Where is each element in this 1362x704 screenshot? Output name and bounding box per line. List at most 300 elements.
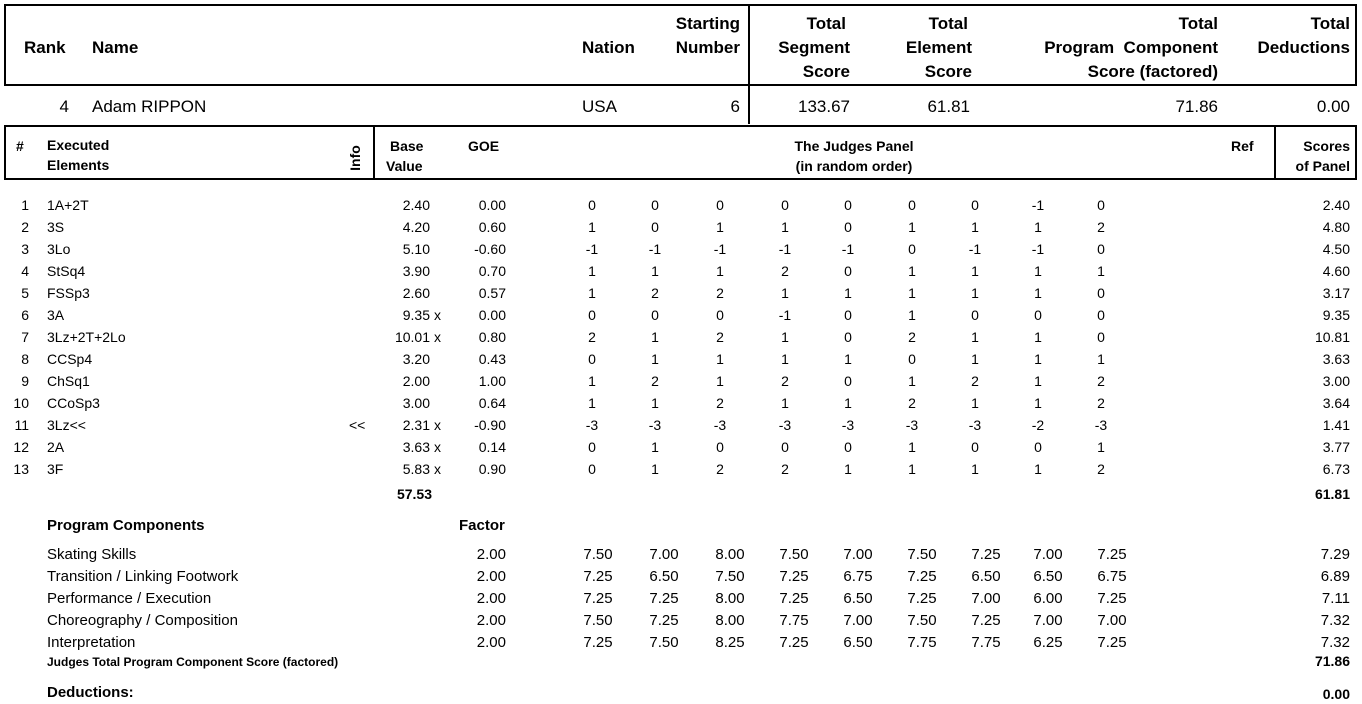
component-judge-score: 7.25 bbox=[779, 568, 809, 585]
component-judge-score: 7.25 bbox=[1097, 546, 1127, 563]
component-judge-score: 7.25 bbox=[779, 634, 809, 651]
component-factor: 2.00 bbox=[476, 634, 506, 651]
element-panel-score: 3.17 bbox=[1322, 285, 1350, 301]
component-judge-score: 7.50 bbox=[907, 546, 937, 563]
element-name: ChSq1 bbox=[47, 373, 90, 389]
header-executed-1: Executed bbox=[47, 137, 110, 153]
element-judge-score: 0 bbox=[908, 351, 916, 367]
component-judge-score: 7.25 bbox=[907, 590, 937, 607]
element-base-value: 4.20 bbox=[402, 219, 430, 235]
element-judge-score: 0 bbox=[908, 197, 916, 213]
element-judge-score: 1 bbox=[1034, 373, 1042, 389]
element-goe: 0.64 bbox=[478, 395, 506, 411]
element-judge-score: 0 bbox=[1097, 307, 1105, 323]
component-judge-score: 7.50 bbox=[649, 634, 679, 651]
element-name: 3F bbox=[47, 461, 64, 477]
element-judge-score: 0 bbox=[971, 439, 979, 455]
element-judge-score: 1 bbox=[908, 461, 916, 477]
element-judge-score: 1 bbox=[908, 219, 916, 235]
element-judge-score: 0 bbox=[1034, 439, 1042, 455]
element-judge-score: 1 bbox=[971, 219, 979, 235]
element-bonus-marker: x bbox=[434, 329, 441, 345]
component-name: Transition / Linking Footwork bbox=[47, 568, 239, 585]
element-number: 10 bbox=[13, 395, 29, 411]
element-row bbox=[0, 194, 1362, 216]
element-goe: 0.60 bbox=[478, 219, 506, 235]
element-judge-score: 0 bbox=[716, 439, 724, 455]
skater-starting-number: 6 bbox=[730, 97, 740, 116]
element-judge-score: 0 bbox=[1097, 285, 1105, 301]
header-pcs-1: Total bbox=[1178, 14, 1218, 33]
element-judge-score: 1 bbox=[908, 263, 916, 279]
component-judge-score: 7.00 bbox=[971, 590, 1001, 607]
element-judge-score: 1 bbox=[1097, 439, 1105, 455]
element-judge-score: -1 bbox=[1031, 241, 1045, 257]
element-judge-score: -2 bbox=[1031, 417, 1045, 433]
element-name: 3Lo bbox=[47, 241, 71, 257]
element-bonus-marker: x bbox=[434, 307, 441, 323]
component-judge-score: 7.25 bbox=[583, 590, 613, 607]
element-judge-score: 1 bbox=[971, 285, 979, 301]
component-judge-score: 7.75 bbox=[971, 634, 1001, 651]
element-goe: 0.00 bbox=[478, 197, 506, 213]
element-name: 3Lz+2T+2Lo bbox=[47, 329, 126, 345]
component-judge-score: 6.50 bbox=[971, 568, 1001, 585]
element-base-value: 2.00 bbox=[402, 373, 430, 389]
element-judge-score: 2 bbox=[1097, 395, 1105, 411]
header-starting-number-1: Starting bbox=[675, 14, 740, 33]
component-judge-score: 7.50 bbox=[715, 568, 745, 585]
element-judge-score: 2 bbox=[781, 461, 789, 477]
component-name: Skating Skills bbox=[47, 546, 137, 563]
element-number: 8 bbox=[21, 351, 29, 367]
element-judge-score: 2 bbox=[716, 329, 724, 345]
component-judge-score: 7.00 bbox=[649, 546, 679, 563]
element-row bbox=[0, 436, 1362, 458]
element-judge-score: 2 bbox=[1097, 219, 1105, 235]
component-judge-score: 7.75 bbox=[779, 612, 809, 629]
component-judge-score: 7.25 bbox=[907, 568, 937, 585]
element-base-value: 2.60 bbox=[402, 285, 430, 301]
element-number: 2 bbox=[21, 219, 29, 235]
component-judge-score: 7.00 bbox=[1033, 546, 1063, 563]
header-tes-3: Score bbox=[924, 62, 972, 81]
element-judge-score: 0 bbox=[1097, 329, 1105, 345]
header-rank: Rank bbox=[24, 38, 66, 57]
element-base-value: 3.63 bbox=[402, 439, 430, 455]
skater-total-segment-score: 133.67 bbox=[798, 97, 850, 116]
component-judge-score: 7.50 bbox=[583, 546, 613, 563]
component-judge-score: 8.00 bbox=[715, 612, 745, 629]
element-panel-score: 3.63 bbox=[1322, 351, 1350, 367]
component-judge-score: 7.25 bbox=[971, 612, 1001, 629]
element-judge-score: -3 bbox=[841, 417, 855, 433]
component-judge-score: 8.25 bbox=[715, 634, 745, 651]
element-panel-score: 9.35 bbox=[1322, 307, 1350, 323]
element-judge-score: 1 bbox=[908, 307, 916, 323]
element-judge-score: 2 bbox=[908, 329, 916, 345]
component-panel-score: 7.29 bbox=[1320, 546, 1350, 563]
element-panel-score: 3.77 bbox=[1322, 439, 1350, 455]
element-judge-score: 1 bbox=[971, 263, 979, 279]
elements-total-score: 61.81 bbox=[1314, 486, 1350, 502]
element-judge-score: 0 bbox=[588, 351, 596, 367]
skater-rank: 4 bbox=[59, 97, 69, 116]
element-judge-score: 1 bbox=[651, 439, 659, 455]
component-judge-score: 7.25 bbox=[1097, 590, 1127, 607]
header-info: Info bbox=[346, 145, 363, 171]
component-judge-score: 7.50 bbox=[779, 546, 809, 563]
element-judge-score: 1 bbox=[651, 395, 659, 411]
element-judge-score: 1 bbox=[844, 285, 852, 301]
element-judge-score: 0 bbox=[781, 439, 789, 455]
element-judge-score: 0 bbox=[844, 263, 852, 279]
header-ref: Ref bbox=[1231, 138, 1254, 154]
element-number: 4 bbox=[21, 263, 29, 279]
element-goe: -0.60 bbox=[474, 241, 506, 257]
element-judge-score: 1 bbox=[588, 395, 596, 411]
element-number: 5 bbox=[21, 285, 29, 301]
element-judge-score: 1 bbox=[1034, 351, 1042, 367]
component-judge-score: 7.00 bbox=[843, 612, 873, 629]
element-base-value: 5.10 bbox=[402, 241, 430, 257]
element-judge-score: -3 bbox=[713, 417, 727, 433]
header-num: # bbox=[16, 138, 24, 154]
element-judge-score: 1 bbox=[781, 351, 789, 367]
component-judge-score: 7.25 bbox=[1097, 634, 1127, 651]
element-judge-score: 1 bbox=[716, 263, 724, 279]
element-judge-score: 1 bbox=[716, 373, 724, 389]
element-judge-score: 1 bbox=[844, 395, 852, 411]
element-judge-score: 1 bbox=[971, 351, 979, 367]
element-judge-score: 1 bbox=[781, 285, 789, 301]
component-panel-score: 7.11 bbox=[1321, 590, 1350, 607]
component-judge-score: 6.25 bbox=[1033, 634, 1063, 651]
component-row bbox=[0, 543, 1362, 565]
skater-name: Adam RIPPON bbox=[92, 97, 207, 116]
element-panel-score: 10.81 bbox=[1314, 329, 1350, 345]
element-judge-score: 0 bbox=[1097, 241, 1105, 257]
element-row bbox=[0, 392, 1362, 414]
element-judge-score: 2 bbox=[716, 285, 724, 301]
element-judge-score: -1 bbox=[778, 307, 792, 323]
element-judge-score: 1 bbox=[1034, 395, 1042, 411]
element-row bbox=[0, 260, 1362, 282]
element-judge-score: 0 bbox=[844, 439, 852, 455]
element-name: 3Lz<< bbox=[47, 417, 86, 433]
deductions-value: 0.00 bbox=[1322, 686, 1350, 702]
component-judge-score: 7.00 bbox=[1097, 612, 1127, 629]
element-judge-score: 1 bbox=[588, 373, 596, 389]
element-number: 9 bbox=[21, 373, 29, 389]
element-number: 7 bbox=[21, 329, 29, 345]
element-row bbox=[0, 348, 1362, 370]
component-factor: 2.00 bbox=[476, 546, 506, 563]
element-judge-score: 0 bbox=[908, 241, 916, 257]
element-judge-score: 2 bbox=[651, 285, 659, 301]
element-number: 6 bbox=[21, 307, 29, 323]
element-panel-score: 3.00 bbox=[1322, 373, 1350, 389]
component-name: Choreography / Composition bbox=[47, 612, 238, 629]
element-judge-score: 2 bbox=[651, 373, 659, 389]
element-goe: 0.90 bbox=[478, 461, 506, 477]
element-base-value: 2.31 bbox=[402, 417, 430, 433]
element-judge-score: 0 bbox=[844, 219, 852, 235]
element-judge-score: 1 bbox=[781, 395, 789, 411]
element-panel-score: 4.80 bbox=[1322, 219, 1350, 235]
element-judge-score: -1 bbox=[713, 241, 727, 257]
element-judge-score: 0 bbox=[716, 197, 724, 213]
component-judge-score: 8.00 bbox=[715, 590, 745, 607]
component-judge-score: 7.25 bbox=[583, 568, 613, 585]
element-row bbox=[0, 458, 1362, 480]
element-name: CCoSp3 bbox=[47, 395, 100, 411]
element-judge-score: 2 bbox=[588, 329, 596, 345]
component-panel-score: 6.89 bbox=[1320, 568, 1350, 585]
element-judge-score: 2 bbox=[908, 395, 916, 411]
element-row bbox=[0, 304, 1362, 326]
element-judge-score: -1 bbox=[841, 241, 855, 257]
header-tss-3: Score bbox=[802, 62, 850, 81]
element-judge-score: 1 bbox=[651, 329, 659, 345]
components-factor-header: Factor bbox=[459, 517, 505, 534]
header-tss-2: Segment bbox=[778, 38, 850, 57]
element-judge-score: 0 bbox=[781, 197, 789, 213]
element-judge-score: 1 bbox=[971, 461, 979, 477]
component-row bbox=[0, 565, 1362, 587]
element-number: 12 bbox=[13, 439, 29, 455]
element-row bbox=[0, 216, 1362, 238]
element-goe: 0.00 bbox=[478, 307, 506, 323]
element-row bbox=[0, 326, 1362, 348]
element-judge-score: 1 bbox=[651, 263, 659, 279]
skater-nation: USA bbox=[582, 97, 617, 116]
element-judge-score: 2 bbox=[781, 263, 789, 279]
component-factor: 2.00 bbox=[476, 590, 506, 607]
element-name: 3A bbox=[47, 307, 65, 323]
header-deductions-1: Total bbox=[1310, 14, 1350, 33]
skater-total-element-score: 61.81 bbox=[927, 97, 970, 116]
element-judge-score: -3 bbox=[648, 417, 662, 433]
element-judge-score: 1 bbox=[588, 263, 596, 279]
element-judge-score: 1 bbox=[1034, 263, 1042, 279]
component-judge-score: 6.75 bbox=[1097, 568, 1127, 585]
header-pcs-2: Program Component bbox=[1044, 38, 1218, 57]
element-judge-score: 2 bbox=[1097, 461, 1105, 477]
element-judge-score: 1 bbox=[908, 439, 916, 455]
pcs-total-value: 71.86 bbox=[1314, 653, 1350, 669]
element-judge-score: 1 bbox=[781, 329, 789, 345]
component-judge-score: 6.50 bbox=[1033, 568, 1063, 585]
element-goe: 0.57 bbox=[478, 285, 506, 301]
element-name: FSSp3 bbox=[47, 285, 90, 301]
element-judge-score: 0 bbox=[651, 197, 659, 213]
element-judge-score: 2 bbox=[716, 395, 724, 411]
element-base-value: 3.90 bbox=[402, 263, 430, 279]
pcs-total-label: Judges Total Program Component Score (factored) bbox=[47, 655, 339, 669]
element-bonus-marker: x bbox=[434, 439, 441, 455]
component-judge-score: 6.00 bbox=[1033, 590, 1063, 607]
element-judge-score: 2 bbox=[971, 373, 979, 389]
element-number: 1 bbox=[21, 197, 29, 213]
component-judge-score: 7.25 bbox=[649, 590, 679, 607]
element-judge-score: 1 bbox=[1097, 351, 1105, 367]
element-judge-score: 1 bbox=[716, 351, 724, 367]
element-judge-score: 1 bbox=[588, 219, 596, 235]
element-judge-score: 2 bbox=[716, 461, 724, 477]
element-base-value: 2.40 bbox=[402, 197, 430, 213]
element-judge-score: 0 bbox=[971, 197, 979, 213]
element-number: 3 bbox=[21, 241, 29, 257]
element-row bbox=[0, 282, 1362, 304]
element-name: 2A bbox=[47, 439, 65, 455]
component-factor: 2.00 bbox=[476, 568, 506, 585]
element-judge-score: -3 bbox=[778, 417, 792, 433]
component-judge-score: 7.25 bbox=[971, 546, 1001, 563]
element-judge-score: 1 bbox=[971, 395, 979, 411]
element-judge-score: 1 bbox=[716, 219, 724, 235]
element-bonus-marker: x bbox=[434, 461, 441, 477]
element-judge-score: -1 bbox=[968, 241, 982, 257]
element-judge-score: 1 bbox=[1034, 329, 1042, 345]
component-judge-score: 7.50 bbox=[907, 612, 937, 629]
component-row bbox=[0, 609, 1362, 631]
element-judge-score: 0 bbox=[651, 307, 659, 323]
element-judge-score: 2 bbox=[781, 373, 789, 389]
element-base-value: 5.83 bbox=[402, 461, 430, 477]
components-title: Program Components bbox=[47, 517, 205, 534]
element-judge-score: -3 bbox=[585, 417, 599, 433]
element-judge-score: -3 bbox=[968, 417, 982, 433]
header-tss-1: Total bbox=[806, 14, 846, 33]
element-judge-score: 0 bbox=[844, 307, 852, 323]
element-judge-score: 1 bbox=[971, 329, 979, 345]
element-judge-score: 0 bbox=[588, 307, 596, 323]
component-judge-score: 7.25 bbox=[779, 590, 809, 607]
element-base-value: 10.01 bbox=[394, 329, 430, 345]
element-judge-score: 1 bbox=[908, 373, 916, 389]
component-judge-score: 8.00 bbox=[715, 546, 745, 563]
element-goe: 0.80 bbox=[478, 329, 506, 345]
element-judge-score: 0 bbox=[1034, 307, 1042, 323]
element-base-value: 3.20 bbox=[402, 351, 430, 367]
element-panel-score: 6.73 bbox=[1322, 461, 1350, 477]
component-factor: 2.00 bbox=[476, 612, 506, 629]
component-judge-score: 7.25 bbox=[649, 612, 679, 629]
element-panel-score: 4.60 bbox=[1322, 263, 1350, 279]
component-judge-score: 7.00 bbox=[843, 546, 873, 563]
header-starting-number-2: Number bbox=[675, 38, 740, 57]
element-goe: -0.90 bbox=[474, 417, 506, 433]
element-base-value: 3.00 bbox=[402, 395, 430, 411]
element-judge-score: -1 bbox=[1031, 197, 1045, 213]
element-number: 11 bbox=[14, 417, 29, 433]
element-name: 3S bbox=[47, 219, 65, 235]
element-row bbox=[0, 414, 1362, 436]
element-judge-score: -1 bbox=[585, 241, 599, 257]
component-panel-score: 7.32 bbox=[1320, 634, 1350, 651]
element-judge-score: -1 bbox=[648, 241, 662, 257]
component-judge-score: 7.00 bbox=[1033, 612, 1063, 629]
component-name: Performance / Execution bbox=[47, 590, 212, 607]
element-judge-score: 0 bbox=[588, 197, 596, 213]
header-base-1: Base bbox=[390, 138, 424, 154]
element-info: << bbox=[349, 417, 366, 433]
element-judge-score: 0 bbox=[844, 329, 852, 345]
element-judge-score: 1 bbox=[1034, 461, 1042, 477]
element-judge-score: 0 bbox=[588, 461, 596, 477]
element-judge-score: 0 bbox=[716, 307, 724, 323]
element-judge-score: 0 bbox=[1097, 197, 1105, 213]
element-panel-score: 1.41 bbox=[1322, 417, 1350, 433]
component-row bbox=[0, 587, 1362, 609]
element-name: StSq4 bbox=[47, 263, 86, 279]
component-judge-score: 6.50 bbox=[843, 634, 873, 651]
element-goe: 0.70 bbox=[478, 263, 506, 279]
component-name: Interpretation bbox=[47, 634, 136, 651]
elements-total-base: 57.53 bbox=[396, 486, 432, 502]
header-judges-panel-2: (in random order) bbox=[795, 158, 913, 174]
header-nation: Nation bbox=[582, 38, 635, 57]
element-judge-score: 0 bbox=[844, 373, 852, 389]
header-judges-panel-1: The Judges Panel bbox=[794, 138, 914, 154]
element-judge-score: -3 bbox=[1094, 417, 1108, 433]
header-tes-1: Total bbox=[928, 14, 968, 33]
component-judge-score: 6.50 bbox=[649, 568, 679, 585]
element-judge-score: 0 bbox=[971, 307, 979, 323]
skater-total-pcs: 71.86 bbox=[1175, 97, 1218, 116]
header-executed-2: Elements bbox=[47, 157, 110, 173]
header-goe: GOE bbox=[468, 138, 500, 154]
element-judge-score: 0 bbox=[588, 439, 596, 455]
element-panel-score: 2.40 bbox=[1322, 197, 1350, 213]
skater-total-deductions: 0.00 bbox=[1316, 97, 1350, 116]
element-judge-score: 0 bbox=[651, 219, 659, 235]
element-judge-score: 1 bbox=[1097, 263, 1105, 279]
element-judge-score: 0 bbox=[844, 197, 852, 213]
component-judge-score: 7.25 bbox=[583, 634, 613, 651]
header-scores-2: of Panel bbox=[1295, 158, 1350, 174]
component-judge-score: 6.75 bbox=[843, 568, 873, 585]
component-judge-score: 6.50 bbox=[843, 590, 873, 607]
element-panel-score: 4.50 bbox=[1322, 241, 1350, 257]
element-name: 1A+2T bbox=[47, 197, 89, 213]
element-bonus-marker: x bbox=[434, 417, 441, 433]
element-judge-score: 1 bbox=[651, 461, 659, 477]
header-pcs-3: Score (factored) bbox=[1087, 62, 1218, 81]
element-row bbox=[0, 370, 1362, 392]
element-judge-score: 1 bbox=[844, 461, 852, 477]
element-name: CCSp4 bbox=[47, 351, 93, 367]
element-judge-score: 1 bbox=[1034, 219, 1042, 235]
component-panel-score: 7.32 bbox=[1320, 612, 1350, 629]
element-base-value: 9.35 bbox=[402, 307, 430, 323]
element-number: 13 bbox=[13, 461, 29, 477]
header-tes-2: Element bbox=[905, 38, 972, 57]
component-row bbox=[0, 631, 1362, 653]
element-judge-score: 1 bbox=[844, 351, 852, 367]
element-judge-score: 1 bbox=[588, 285, 596, 301]
element-judge-score: 1 bbox=[1034, 285, 1042, 301]
element-judge-score: 1 bbox=[781, 219, 789, 235]
header-scores-1: Scores bbox=[1303, 138, 1350, 154]
element-row bbox=[0, 238, 1362, 260]
element-goe: 0.14 bbox=[478, 439, 506, 455]
header-base-2: Value bbox=[386, 158, 423, 174]
element-judge-score: 2 bbox=[1097, 373, 1105, 389]
component-judge-score: 7.50 bbox=[583, 612, 613, 629]
header-deductions-2: Deductions bbox=[1257, 38, 1350, 57]
